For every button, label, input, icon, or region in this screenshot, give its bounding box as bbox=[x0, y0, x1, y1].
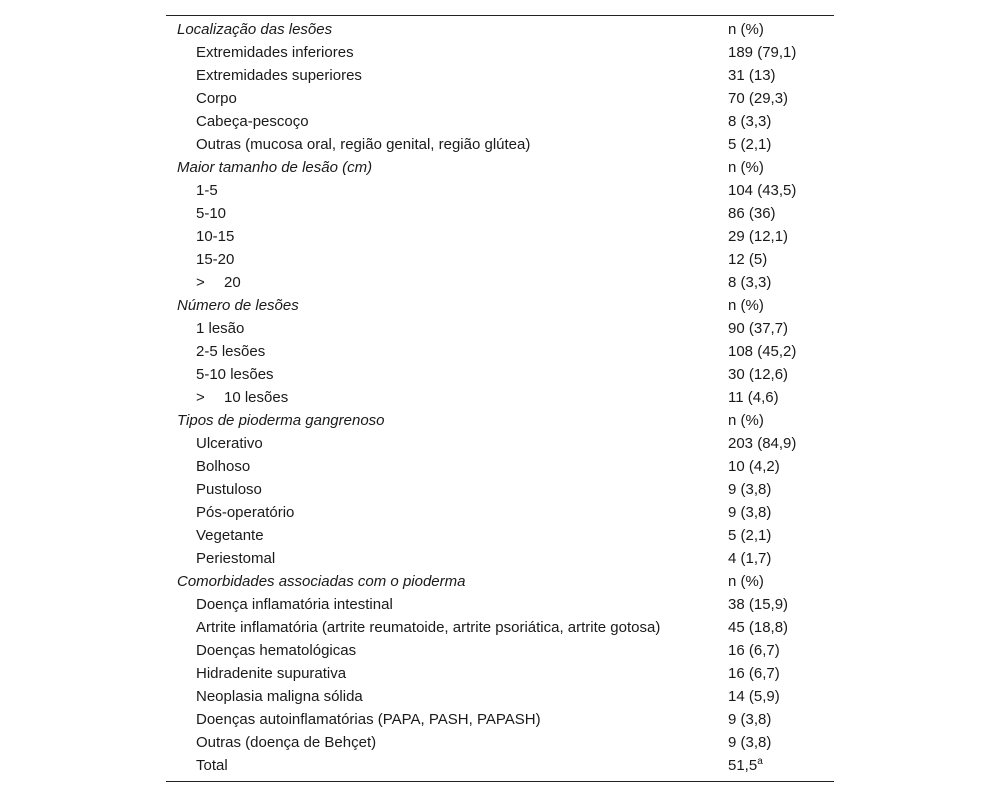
table-row bbox=[166, 225, 834, 248]
table-row bbox=[166, 87, 834, 110]
row-label-text: Outras (doença de Behçet) bbox=[196, 734, 377, 751]
row-value bbox=[728, 593, 788, 616]
row-label bbox=[196, 271, 241, 294]
row-label-text: 20 bbox=[224, 274, 241, 291]
row-value-text: 104 (43,5) bbox=[728, 182, 797, 199]
row-label-text: 2-5 lesões bbox=[196, 343, 266, 360]
row-label bbox=[196, 41, 354, 64]
section-header-label: Comorbidades associadas com o pioderma bbox=[177, 573, 466, 590]
row-label-text: Doenças hematológicas bbox=[196, 642, 357, 659]
row-label-text: Ulcerativo bbox=[196, 435, 263, 452]
row-value bbox=[728, 616, 788, 639]
table-row bbox=[166, 202, 834, 225]
row-value bbox=[728, 363, 788, 386]
row-value bbox=[728, 317, 788, 340]
row-value-text: 9 (3,8) bbox=[728, 734, 772, 751]
row-label-text: Extremidades inferiores bbox=[196, 44, 354, 61]
table-row bbox=[166, 41, 834, 64]
row-value bbox=[728, 340, 796, 363]
section-header-value: n (%) bbox=[728, 297, 764, 314]
row-value-text: 9 (3,8) bbox=[728, 504, 772, 521]
row-value-text: 10 (4,2) bbox=[728, 458, 780, 475]
row-label-text: Outras (mucosa oral, região genital, região glútea) bbox=[196, 136, 531, 153]
table-row bbox=[166, 64, 834, 87]
section-header-row bbox=[166, 156, 834, 179]
greater-than-symbol: > bbox=[196, 389, 205, 406]
row-label bbox=[196, 593, 393, 616]
row-label-text: Periestomal bbox=[196, 550, 276, 567]
row-label-text: Hidradenite supurativa bbox=[196, 665, 347, 682]
row-value bbox=[728, 133, 771, 156]
row-label-text: Vegetante bbox=[196, 527, 264, 544]
row-label-text: Doenças autoinflamatórias (PAPA, PASH, PAPASH) bbox=[196, 711, 541, 728]
row-value-text: 5 (2,1) bbox=[728, 136, 772, 153]
section-header-value: n (%) bbox=[728, 573, 764, 590]
table-row bbox=[166, 133, 834, 156]
row-value bbox=[728, 87, 788, 110]
row-value-text: 4 (1,7) bbox=[728, 550, 772, 567]
row-value bbox=[728, 501, 771, 524]
row-value bbox=[728, 110, 771, 133]
table-row bbox=[166, 271, 834, 294]
row-label bbox=[196, 225, 234, 248]
table-row bbox=[166, 685, 834, 708]
table-row bbox=[166, 501, 834, 524]
row-label-text: Doença inflamatória intestinal bbox=[196, 596, 393, 613]
row-label-text: 15-20 bbox=[196, 251, 235, 268]
table-row bbox=[166, 317, 834, 340]
row-value-text: 45 (18,8) bbox=[728, 619, 789, 636]
row-label-text: 1 lesão bbox=[196, 320, 245, 337]
row-value-text: 12 (5) bbox=[728, 251, 768, 268]
row-label bbox=[196, 340, 265, 363]
row-value-text: 16 (6,7) bbox=[728, 642, 780, 659]
row-label-text: Artrite inflamatória (artrite reumatoide, artrite psoriática, artrite gotosa) bbox=[196, 619, 661, 636]
row-label bbox=[196, 662, 346, 685]
row-label bbox=[196, 179, 218, 202]
row-value bbox=[728, 225, 788, 248]
row-value-text: 29 (12,1) bbox=[728, 228, 789, 245]
row-label-text: Extremidades superiores bbox=[196, 67, 362, 84]
row-value bbox=[728, 64, 776, 87]
section-header-value: n (%) bbox=[728, 21, 764, 38]
table-row bbox=[166, 363, 834, 386]
row-value-text: 38 (15,9) bbox=[728, 596, 789, 613]
section-header-label: Localização das lesões bbox=[177, 21, 333, 38]
row-value bbox=[728, 432, 796, 455]
row-label bbox=[196, 432, 263, 455]
greater-than-symbol: > bbox=[196, 274, 205, 291]
table-row bbox=[166, 455, 834, 478]
section-header-label: Maior tamanho de lesão (cm) bbox=[177, 159, 373, 176]
section-header-value: n (%) bbox=[728, 159, 764, 176]
row-label bbox=[196, 317, 244, 340]
table-row bbox=[166, 547, 834, 570]
row-label-text: Neoplasia maligna sólida bbox=[196, 688, 363, 705]
row-label bbox=[196, 248, 234, 271]
row-label bbox=[196, 754, 228, 777]
row-label-text: 1-5 bbox=[196, 182, 218, 199]
row-value bbox=[728, 731, 771, 754]
section-header-value: n (%) bbox=[728, 412, 764, 429]
table-row bbox=[166, 662, 834, 685]
row-value-text: 16 (6,7) bbox=[728, 665, 780, 682]
row-label bbox=[196, 547, 275, 570]
row-label-text: Cabeça-pescoço bbox=[196, 113, 309, 130]
row-value bbox=[728, 248, 767, 271]
row-label-text: Pós-operatório bbox=[196, 504, 295, 521]
row-value-text: 203 (84,9) bbox=[728, 435, 797, 452]
row-value bbox=[728, 478, 771, 501]
row-label bbox=[196, 363, 274, 386]
row-value bbox=[728, 271, 771, 294]
section-header-row bbox=[166, 409, 834, 432]
row-label bbox=[196, 639, 356, 662]
row-label bbox=[196, 731, 376, 754]
section-header-label: Número de lesões bbox=[177, 297, 299, 314]
section-header-row bbox=[166, 18, 834, 41]
row-label bbox=[196, 110, 309, 133]
row-value-text: 9 (3,8) bbox=[728, 711, 772, 728]
row-value-text: 108 (45,2) bbox=[728, 343, 797, 360]
section-header-row bbox=[166, 294, 834, 317]
table-row bbox=[166, 386, 834, 409]
table-row bbox=[166, 432, 834, 455]
row-label bbox=[196, 455, 250, 478]
row-value-text: 8 (3,3) bbox=[728, 113, 772, 130]
row-value-text: 70 (29,3) bbox=[728, 90, 789, 107]
row-value-text: 30 (12,6) bbox=[728, 366, 789, 383]
table-row bbox=[166, 179, 834, 202]
table-row bbox=[166, 593, 834, 616]
row-label bbox=[196, 524, 264, 547]
table-row bbox=[166, 248, 834, 271]
section-header-label: Tipos de pioderma gangrenoso bbox=[177, 412, 385, 429]
row-value-text: 8 (3,3) bbox=[728, 274, 772, 291]
row-value-text: 51,5 bbox=[728, 757, 758, 774]
row-label-text: Pustuloso bbox=[196, 481, 262, 498]
row-label bbox=[196, 478, 262, 501]
row-label bbox=[196, 87, 237, 110]
row-value bbox=[728, 639, 780, 662]
table-row bbox=[166, 708, 834, 731]
data-table bbox=[166, 15, 834, 782]
row-label-text: 10 lesões bbox=[224, 389, 289, 406]
row-value-text: 86 (36) bbox=[728, 205, 776, 222]
row-label-text: 5-10 bbox=[196, 205, 227, 222]
row-label-text: 5-10 lesões bbox=[196, 366, 274, 383]
row-label-text: Bolhoso bbox=[196, 458, 251, 475]
row-value bbox=[728, 202, 776, 225]
row-value-text: 90 (37,7) bbox=[728, 320, 789, 337]
table-row bbox=[166, 524, 834, 547]
row-label bbox=[196, 64, 362, 87]
row-label-text: Corpo bbox=[196, 90, 237, 107]
row-value bbox=[728, 41, 796, 64]
table-row bbox=[166, 478, 834, 501]
row-value-text: 11 (4,6) bbox=[728, 389, 779, 406]
row-value bbox=[728, 662, 780, 685]
table-row bbox=[166, 616, 834, 639]
row-value bbox=[728, 754, 763, 777]
row-label bbox=[196, 616, 660, 639]
row-label bbox=[196, 202, 226, 225]
row-value bbox=[728, 685, 780, 708]
row-value bbox=[728, 179, 796, 202]
table-row bbox=[166, 340, 834, 363]
row-value-text: 9 (3,8) bbox=[728, 481, 772, 498]
table-row bbox=[166, 639, 834, 662]
row-value-text: 5 (2,1) bbox=[728, 527, 772, 544]
table-row bbox=[166, 754, 834, 777]
row-value bbox=[728, 386, 779, 409]
row-label bbox=[196, 501, 294, 524]
row-value bbox=[728, 455, 780, 478]
row-value bbox=[728, 708, 771, 731]
footnote-marker: a bbox=[757, 756, 763, 767]
table-body bbox=[166, 18, 834, 777]
row-label bbox=[196, 685, 363, 708]
row-label bbox=[196, 708, 541, 731]
row-value bbox=[728, 524, 771, 547]
row-value-text: 31 (13) bbox=[728, 67, 776, 84]
row-label bbox=[196, 133, 530, 156]
row-value-text: 189 (79,1) bbox=[728, 44, 797, 61]
row-label bbox=[196, 386, 288, 409]
row-value-text: 14 (5,9) bbox=[728, 688, 780, 705]
row-label-text: 10-15 bbox=[196, 228, 235, 245]
section-header-row bbox=[166, 570, 834, 593]
row-label-text: Total bbox=[196, 757, 228, 774]
row-value bbox=[728, 547, 771, 570]
table-row bbox=[166, 731, 834, 754]
table-row bbox=[166, 110, 834, 133]
